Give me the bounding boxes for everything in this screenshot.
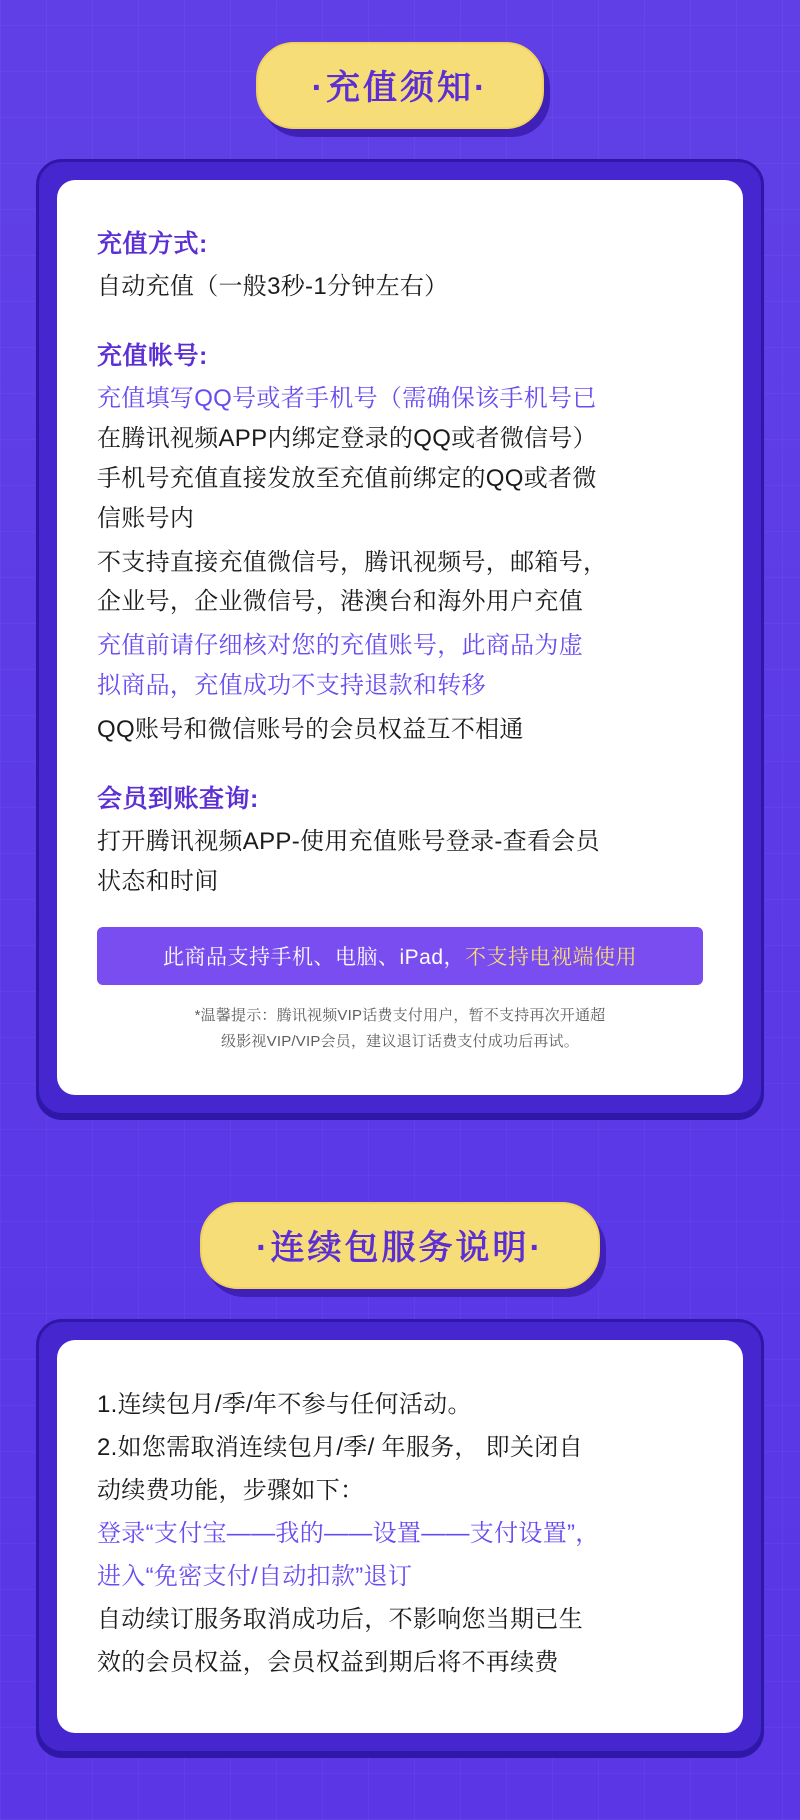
recharge-account-line-3: 手机号充值直接发放至充值前绑定的QQ或者微	[97, 464, 597, 492]
device-support-highlight	[97, 927, 703, 985]
recharge-account-line-6: 企业号，企业微信号，港澳台和海外用户充值	[97, 588, 583, 616]
device-support-warning-text: 不支持电视端使用	[465, 945, 638, 969]
recharge-account-line-8: 拟商品，充值成功不支持退款和转移	[97, 672, 486, 700]
recharge-account-line-1: 充值填写QQ号或者手机号（需确保该手机号已	[97, 384, 597, 412]
footnote-line-1: *温馨提示：腾讯视频VIP话费支付用户，暂不支持再次开通超	[194, 1006, 606, 1024]
subscription-notice-card-body	[57, 1340, 743, 1732]
recharge-method-title: 充值方式:	[97, 230, 208, 258]
recharge-account-title: 充值帐号:	[97, 341, 208, 370]
recharge-notice-card	[36, 159, 764, 1116]
section-banner-wrap-1	[36, 0, 764, 129]
member-query-line-1: 打开腾讯视频APP-使用充值账号登录-查看会员	[97, 828, 600, 856]
recharge-notice-card-body	[57, 180, 743, 1095]
subscription-line-5: 进入“免密支付/自动扣款”退订	[97, 1562, 413, 1590]
recharge-account-line-2: 在腾讯视频APP内绑定登录的QQ或者微信号）	[97, 424, 597, 452]
section-banner-subscription-notice: ·连续包服务说明·	[200, 1202, 600, 1289]
footnote-line-2: 级影视VIP/VIP会员，建议退订话费支付成功后再试。	[221, 1033, 579, 1051]
subscription-line-6: 自动续订服务取消成功后，不影响您当期已生	[97, 1605, 583, 1633]
recharge-account-line-5: 不支持直接充值微信号，腾讯视频号，邮箱号，	[97, 548, 608, 576]
recharge-account-line-4: 信账号内	[97, 504, 195, 532]
recharge-account-line-9: QQ账号和微信账号的会员权益互不相通	[97, 716, 524, 744]
subscription-line-2: 2.如您需取消连续包月/季/ 年服务， 即关闭自	[97, 1434, 583, 1462]
subscription-line-7: 效的会员权益，会员权益到期后将不再续费	[97, 1648, 559, 1676]
section-banner-recharge-notice: ·充值须知·	[256, 42, 545, 129]
recharge-account-line-7: 充值前请仔细核对您的充值账号，此商品为虚	[97, 632, 583, 660]
subscription-line-1: 1.连续包月/季/年不参与任何活动。	[97, 1391, 472, 1419]
member-query-title: 会员到账查询:	[97, 785, 259, 814]
recharge-method-line: 自动充值（一般3秒-1分钟左右）	[97, 273, 449, 300]
member-query-line-2: 状态和时间	[97, 867, 219, 895]
subscription-line-4: 登录“支付宝——我的——设置——支付设置”，	[97, 1520, 600, 1547]
subscription-notice-card	[36, 1319, 764, 1753]
section-banner-wrap-2	[36, 1116, 764, 1289]
subscription-line-3: 动续费功能，步骤如下：	[97, 1477, 365, 1505]
device-support-normal-text: 此商品支持手机、电脑、iPad，	[162, 945, 466, 969]
